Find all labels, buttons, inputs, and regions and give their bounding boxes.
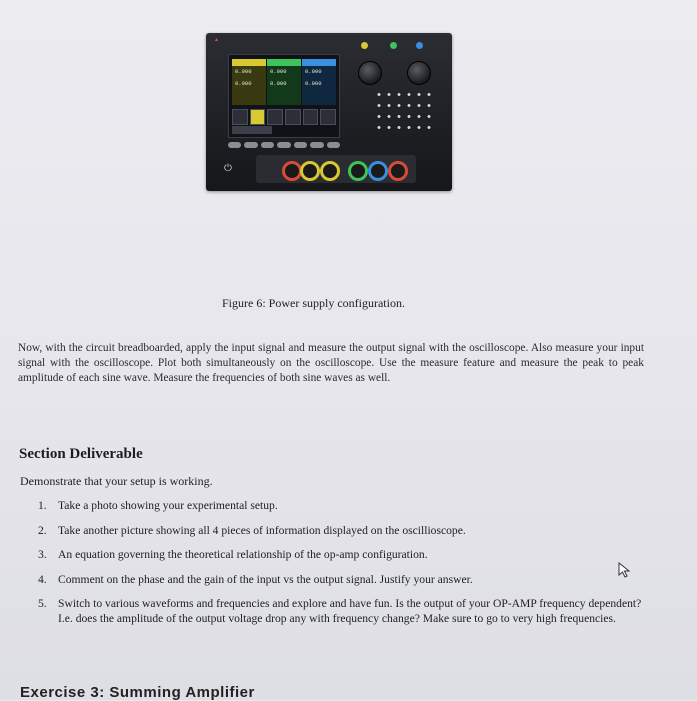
channel-2-voltage: 0.000 — [270, 68, 287, 75]
channel-2-indicator-icon — [390, 42, 397, 49]
channel-1-voltage: 0.000 — [235, 68, 252, 75]
screen-softkey-labels — [232, 109, 336, 125]
power-supply-photo — [206, 33, 452, 191]
voltage-knob — [358, 61, 382, 85]
next-exercise-heading: Exercise 3: Summing Amplifier — [20, 684, 255, 701]
mouse-cursor-icon — [618, 562, 632, 578]
output-terminals — [256, 155, 416, 183]
power-button-icon: ⏻ — [224, 163, 232, 174]
softkey-buttons — [228, 142, 340, 148]
channel-3-voltage: 0.000 — [305, 68, 322, 75]
deliverables-list — [38, 498, 644, 636]
screen-menu-strip — [232, 126, 272, 134]
channel-2-display — [267, 59, 301, 105]
power-supply-screen — [228, 54, 340, 138]
channel-3-indicator-icon — [416, 42, 423, 49]
channel-3-display — [302, 59, 336, 105]
section-intro: Demonstrate that your setup is working. — [20, 474, 213, 488]
section-title: Section Deliverable — [19, 446, 143, 462]
instructions-paragraph: Now, with the circuit breadboarded, apply the input signal and measure the output signal with the oscilloscope. Also measure your input signal with the oscilloscope. Plot both simultaneously on the oscilloscope. Use the measure feature and measure the peak to peak amplitude of each sine wave. Measure the frequencies of both sine waves as well. — [18, 342, 644, 385]
list-item: 1. Take a photo showing your experimental setup. — [38, 499, 278, 512]
channel-3-current: 0.000 — [305, 80, 322, 87]
list-item: 2. Take another picture showing all 4 pieces of information displayed on the oscillioscope. — [38, 523, 466, 537]
current-knob — [407, 61, 431, 85]
channel-2-current: 0.000 — [270, 80, 287, 87]
terminal-1-positive — [282, 161, 302, 181]
terminal-2-positive — [348, 161, 368, 181]
list-item: 5. Switch to various waveforms and frequencies and explore and have fun. Is the output of your OP-AMP frequency dependent? I.e. does the amplitude of the output voltage drop any with frequency change? Make sure to go to very high frequencies. — [38, 597, 642, 625]
figure-caption: Figure 6: Power supply configuration. — [222, 296, 405, 310]
channel-1-indicator-icon — [361, 42, 368, 49]
terminal-3-positive — [388, 161, 408, 181]
terminal-ground — [320, 161, 340, 181]
terminal-1-negative — [300, 161, 320, 181]
terminal-2-negative — [368, 161, 388, 181]
brand-logo: ▲ — [214, 37, 219, 43]
channel-1-display — [232, 59, 266, 105]
list-item: 4. Comment on the phase and the gain of the input vs the output signal. Justify your answer. — [38, 572, 473, 586]
list-item: 3. An equation governing the theoretical relationship of the op-amp configuration. — [38, 548, 428, 561]
numeric-keypad — [374, 89, 436, 133]
channel-1-current: 0.000 — [235, 80, 252, 87]
